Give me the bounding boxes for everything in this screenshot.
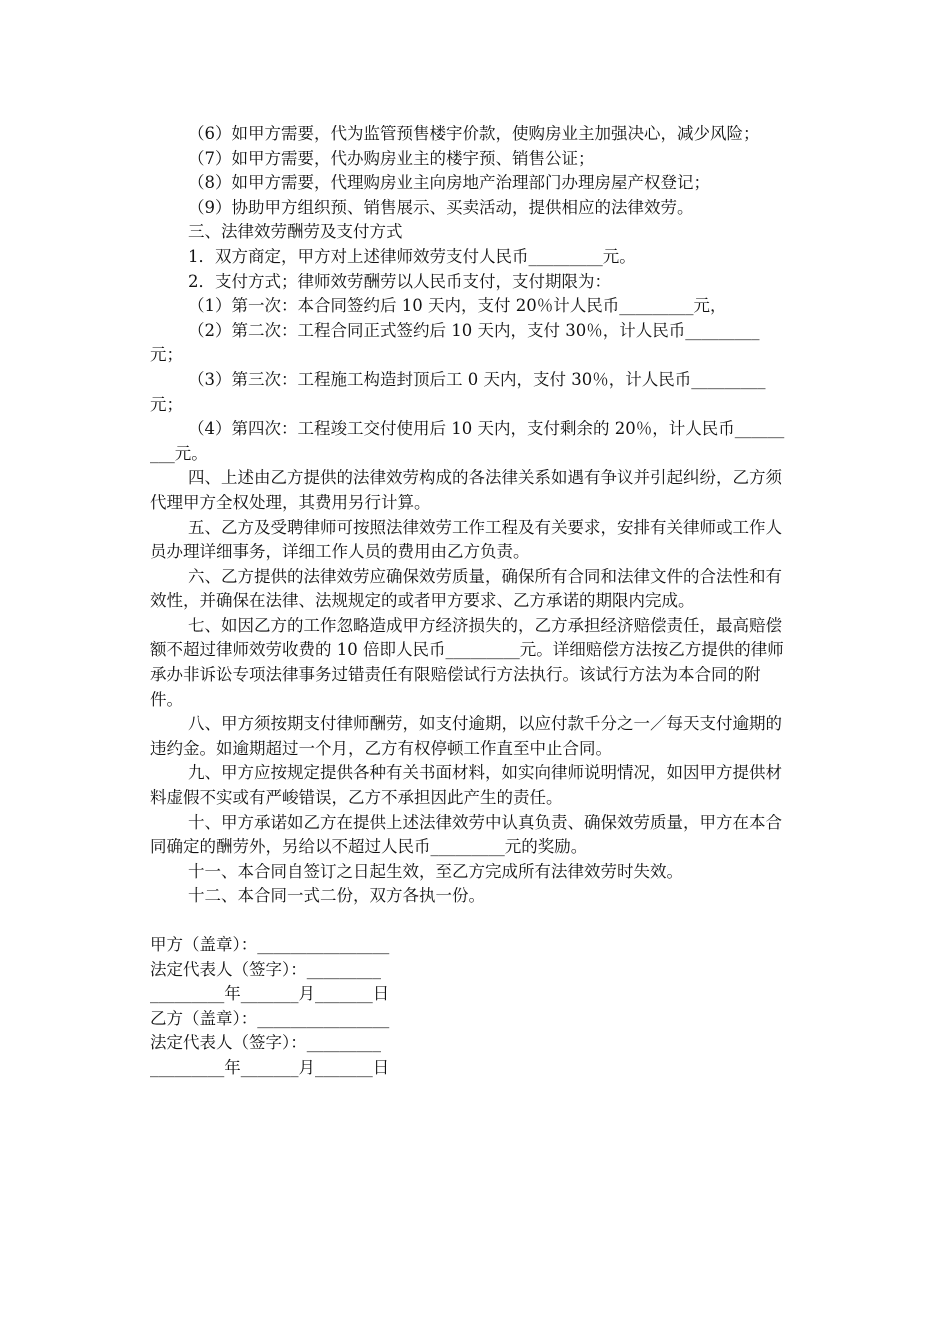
party-b-date-line: _________年_______月_______日: [150, 1057, 390, 1077]
party-a-seal-line: 甲方（盖章）：________________: [150, 935, 390, 954]
payment-amount: 1．双方商定，甲方对上述律师效劳支付人民币_________元。: [188, 246, 636, 266]
party-a-date-line: _________年_______月_______日: [150, 984, 390, 1004]
section-3-heading: 三、法律效劳酬劳及支付方式: [188, 222, 403, 242]
payment-installment-4: （4）第四次：工程竣工交付使用后 10 天内，支付剩余的 20％，计人民币_________元。: [150, 419, 785, 463]
section-7: 七、如因乙方的工作忽略造成甲方经济损失的，乙方承担经济赔偿责任，最高赔偿额不超过律师效劳收费的 10 倍即人民币_________元。详细赔偿方法按乙方提供的律师承办非诉讼专项法律事务过错责任有限赔偿试行方法执行。该试行方法为本合同的附件。: [150, 615, 784, 709]
signature-block: [150, 933, 790, 1081]
clause-9: （9）协助甲方组织预、销售展示、买卖活动，提供相应的法律效劳。: [188, 197, 694, 217]
party-a-representative-line: 法定代表人（签字）：_________: [150, 959, 381, 979]
section-9: 九、甲方应按规定提供各种有关书面材料，如实向律师说明情况，如因甲方提供材料虚假不实或有严峻错误，乙方不承担因此产生的责任。: [150, 763, 782, 808]
spacer: [150, 909, 790, 933]
section-11: 十一、本合同自签订之日起生效，至乙方完成所有法律效劳时失效。: [188, 861, 683, 881]
payment-installment-3: （3）第三次：工程施工构造封顶后工 0 天内，支付 30％，计人民币_________元；: [150, 369, 766, 414]
section-5: 五、乙方及受聘律师可按照法律效劳工作工程及有关要求，安排有关律师或工作人员办理详细事务，详细工作人员的费用由乙方负责。: [150, 517, 782, 562]
payment-installment-2: （2）第二次：工程合同正式签约后 10 天内，支付 30％，计人民币_________元；: [150, 320, 760, 365]
payment-method: 2．支付方式；律师效劳酬劳以人民币支付，支付期限为：: [188, 271, 611, 291]
payment-installment-1: （1）第一次：本合同签约后 10 天内，支付 20％计人民币_________元，: [188, 296, 727, 316]
section-4: 四、上述由乙方提供的法律效劳构成的各法律关系如遇有争议并引起纠纷，乙方须代理甲方全权处理，其费用另行计算。: [150, 468, 782, 512]
section-6: 六、乙方提供的法律效劳应确保效劳质量，确保所有合同和法律文件的合法性和有效性，并确保在法律、法规规定的或者甲方要求、乙方承诺的期限内完成。: [150, 566, 782, 611]
section-12: 十二、本合同一式二份，双方各执一份。: [188, 886, 485, 906]
party-b-seal-line: 乙方（盖章）：________________: [150, 1008, 390, 1028]
clause-8: （8）如甲方需要，代理购房业主向房地产治理部门办理房屋产权登记；: [188, 173, 710, 193]
section-8: 八、甲方须按期支付律师酬劳，如支付逾期，以应付款千分之一／每天支付逾期的违约金。如逾期超过一个月，乙方有权停顿工作直至中止合同。: [150, 714, 782, 758]
section-10: 十、甲方承诺如乙方在提供上述法律效劳中认真负责、确保效劳质量，甲方在本合同确定的酬劳外，另给以不超过人民币_________元的奖励。: [150, 812, 782, 857]
clause-6: （6）如甲方需要，代为监管预售楼宇价款，使购房业主加强决心，减少风险；: [188, 124, 760, 143]
clause-7: （7）如甲方需要，代办购房业主的楼宇预、销售公证；: [188, 148, 595, 168]
document-page: [150, 122, 790, 1081]
party-b-representative-line: 法定代表人（签字）：_________: [150, 1033, 381, 1053]
